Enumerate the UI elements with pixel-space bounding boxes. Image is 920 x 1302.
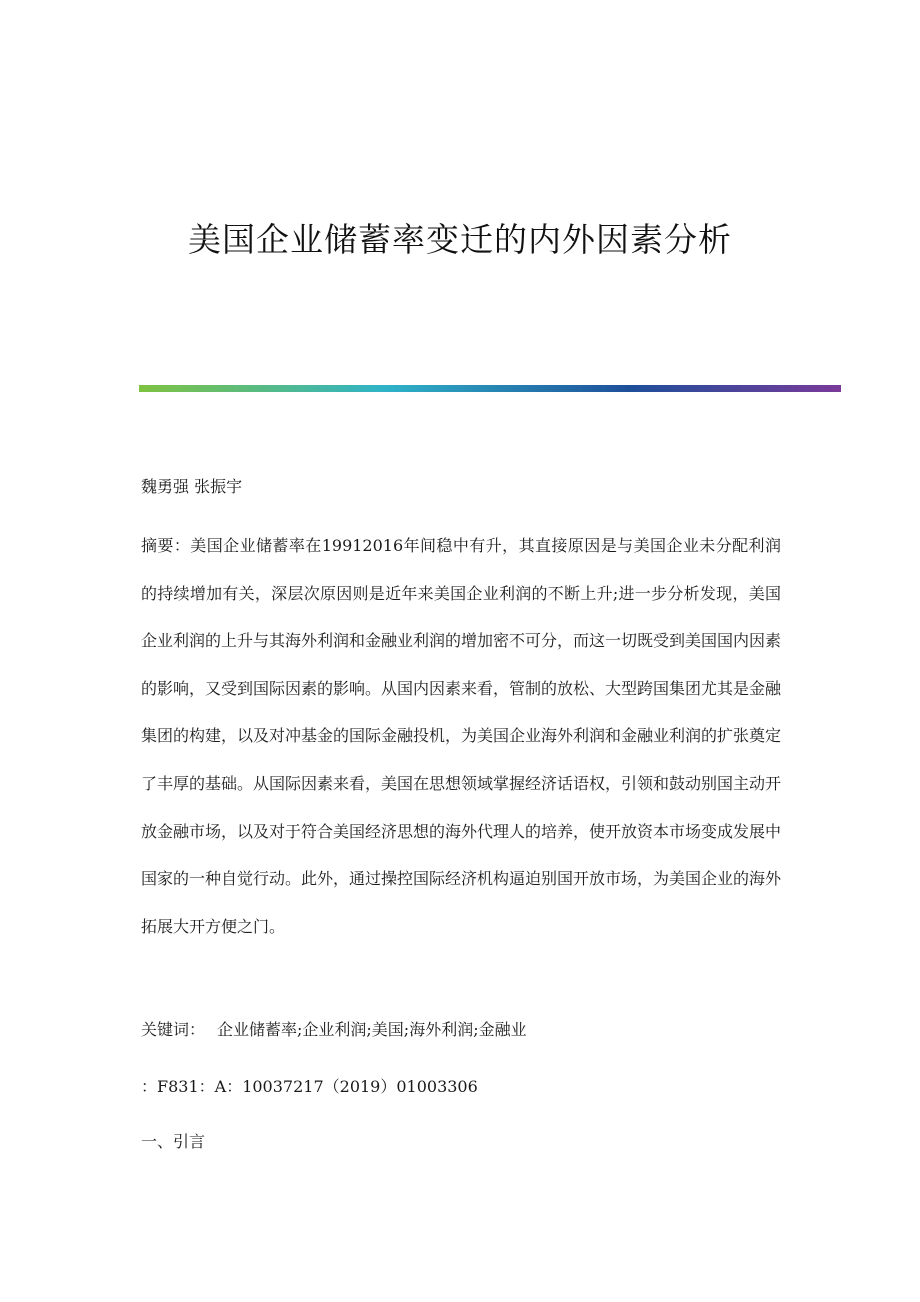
authors: 魏勇强 张振宇 [141,477,243,496]
title-divider [139,385,841,392]
section-heading: 一、引言 [141,1132,206,1151]
paper-title: 美国企业储蓄率变迁的内外因素分析 [188,220,732,259]
keywords-text: 企业储蓄率;企业利润;美国;海外利润;金融业 [217,1020,527,1039]
classification-line: ：F831：A：10037217（2019）01003306 [141,1077,478,1096]
abstract-label: 摘要： [141,536,191,555]
keywords-label: 关键词： [141,1020,206,1039]
abstract-text: 美国企业储蓄率在19912016年间稳中有升，其直接原因是与美国企业未分配利润的持续增加有关，深层次原因则是近年来美国企业利润的不断上升;进一步分析发现，美国企业利润的上升与其海外利润和金融业利润的增加密不可分，而这一切既受到美国国内因素的影响，又受到国际因素的影响。从国内因素来看，管制的放松、大型跨国集团尤其是金融集团的构建，以及对冲基金的国际金融投机，为美国企业海外利润和金融业利润的扩张奠定了丰厚的基础。从国际因素来看，美国在思想领域掌握经济话语权，引领和鼓动别国主动开放金融市场，以及对于符合美国经济思想的海外代理人的培养，使开放资本市场变成发展中国家的一种自觉行动。此外，通过操控国际经济机构逼迫别国开放市场，为美国企业的海外拓展大开方便之门。 [141,536,782,936]
abstract [141,522,781,950]
keywords [141,1017,527,1040]
